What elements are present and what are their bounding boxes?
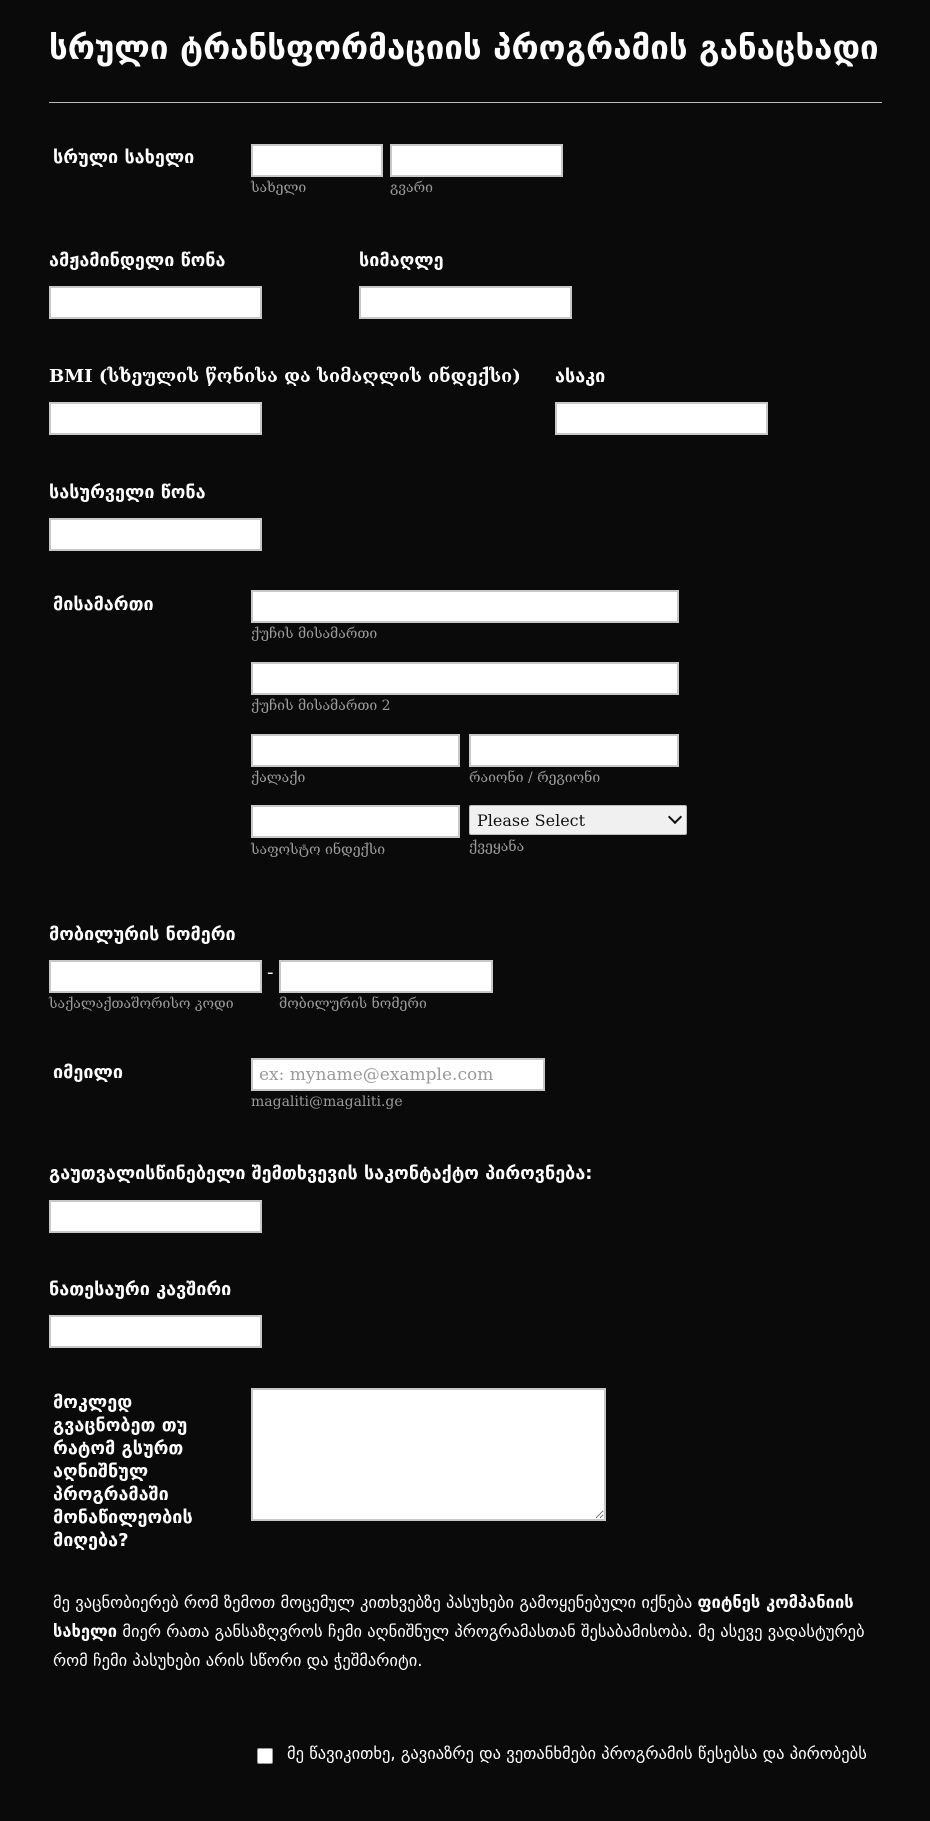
consent-paragraph [53,1588,878,1675]
street-address-sublabel: ქუჩის მისამართი [251,626,378,642]
age-input[interactable] [555,402,768,435]
address-label: მისამართი [53,594,154,615]
bmi-label: BMI (სხეულის წონისა და სიმაღლის ინდექსი) [49,366,521,387]
reason-textarea[interactable] [251,1388,606,1521]
postal-code-sublabel: საფოსტო ინდექსი [251,842,386,858]
phone-area-code-sublabel: საქალაქთაშორისო კოდი [49,996,234,1012]
country-sublabel: ქვეყანა [469,839,525,855]
current-weight-input[interactable] [49,286,262,319]
consent-text-before: მე ვაცნობიერებ რომ ზემოთ მოცემულ კითხვებზე პასუხები გამოყენებული იქნება [53,1593,698,1612]
emergency-contact-input[interactable] [49,1200,262,1233]
last-name-input[interactable] [390,144,563,177]
first-name-sublabel: სახელი [251,180,307,196]
phone-number-input[interactable] [279,960,493,993]
email-sublabel: magaliti@magaliti.ge [251,1094,403,1110]
country-select[interactable] [469,805,687,835]
street-address-2-input[interactable] [251,662,679,695]
title-divider [49,102,882,103]
emergency-contact-label: გაუთვალისწინებელი შემთხვევის საკონტაქტო პიროვნება: [49,1163,593,1184]
first-name-input[interactable] [251,144,383,177]
bmi-input[interactable] [49,402,262,435]
postal-code-input[interactable] [251,805,460,838]
city-input[interactable] [251,734,460,767]
phone-number-sublabel: მობილურის ნომერი [279,996,427,1012]
email-label: იმეილი [53,1062,123,1083]
phone-label: მობილურის ნომერი [49,924,236,945]
phone-area-code-input[interactable] [49,960,262,993]
last-name-sublabel: გვარი [390,180,433,196]
age-label: ასაკი [555,366,606,387]
relationship-label: ნათესაური კავშირი [49,1279,232,1300]
region-input[interactable] [469,734,679,767]
phone-separator: - [267,962,274,983]
city-sublabel: ქალაქი [251,770,306,786]
page-title: სრული ტრანსფორმაციის პროგრამის განაცხადი [49,28,879,67]
full-name-label: სრული სახელი [53,147,195,168]
terms-checkbox[interactable] [257,1748,273,1764]
height-input[interactable] [359,286,572,319]
consent-text-after: მიერ რათა განსაზღვროს ჩემი აღნიშნულ პროგრამასთან შესაბამისობა. მე ასევე ვადასტურებ რომ ჩემი პასუხები არის სწორი და ჭეშმარიტი. [53,1622,865,1670]
terms-label[interactable]: მე წავიკითხე, გავიაზრე და ვეთანხმები პროგრამის წესებსა და პირობებს [287,1744,867,1763]
email-input[interactable] [251,1058,545,1091]
reason-label: მოკლედ გვაცნობეთ თუ რატომ გსურთ აღნიშნულ პროგრამაში მონაწილეობის მიღება? [53,1392,193,1551]
street-address-2-sublabel: ქუჩის მისამართი 2 [251,698,391,714]
street-address-input[interactable] [251,590,679,623]
height-label: სიმაღლე [359,250,444,271]
region-sublabel: რაიონი / რეგიონი [469,770,601,786]
target-weight-input[interactable] [49,518,262,551]
current-weight-label: ამჟამინდელი წონა [49,250,226,271]
target-weight-label: სასურველი წონა [49,482,206,503]
relationship-input[interactable] [49,1315,262,1348]
consent-company-name: ფიტნეს კომპანიის სახელი [53,1593,854,1641]
